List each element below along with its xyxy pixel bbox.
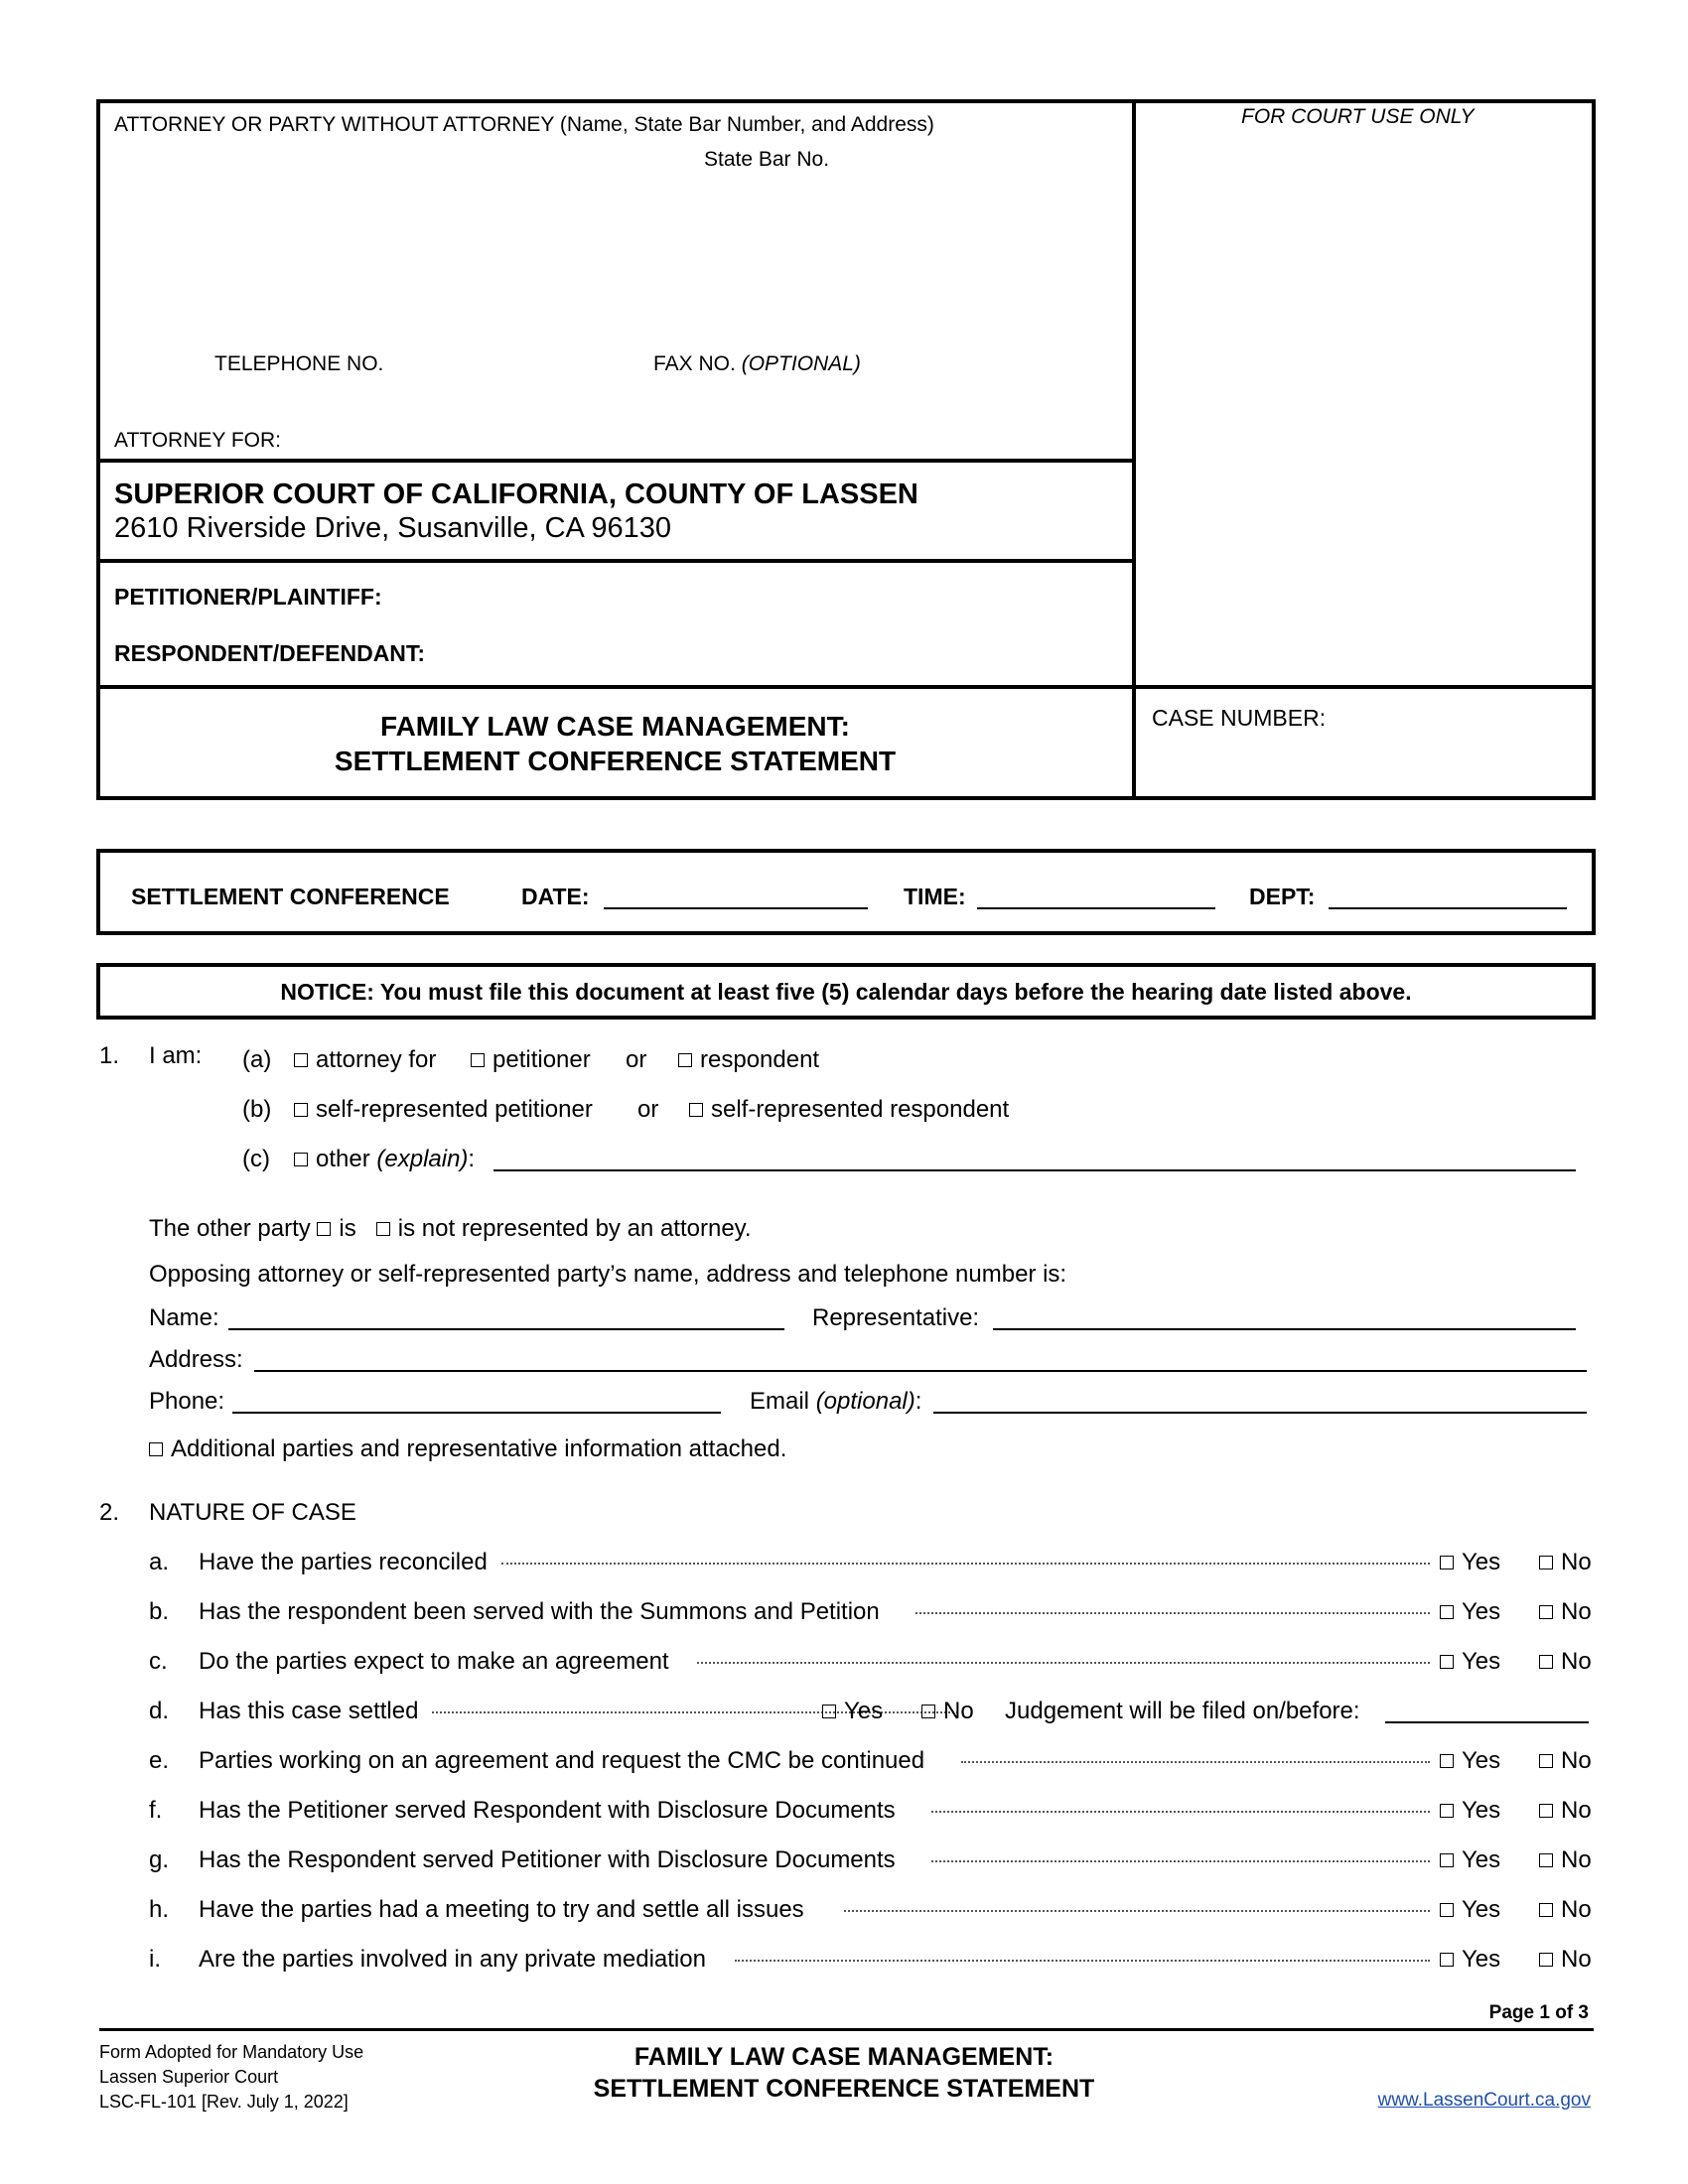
checkbox-other[interactable] <box>294 1153 308 1166</box>
yes-label: Yes <box>1462 1946 1501 1973</box>
yes-option[interactable] <box>1440 1747 1500 1775</box>
conference-time-label: TIME: <box>904 884 966 909</box>
question-text: Are the parties involved in any private mediation <box>199 1946 706 1973</box>
other-explain-field[interactable] <box>493 1169 1576 1171</box>
state-bar-label: State Bar No. <box>704 148 830 171</box>
option-b-self-petitioner[interactable] <box>294 1098 593 1122</box>
no-option[interactable] <box>1539 1648 1592 1676</box>
fax-optional-text: (OPTIONAL) <box>741 352 861 375</box>
additional-parties-label: Additional parties and representative information attached. <box>171 1435 787 1462</box>
checkbox-no[interactable] <box>1539 1903 1553 1917</box>
yes-label: Yes <box>1462 1797 1501 1824</box>
checkbox-yes[interactable] <box>1440 1804 1454 1818</box>
question-letter: g. <box>149 1846 170 1873</box>
checkbox-other-party-is[interactable] <box>317 1222 331 1236</box>
yes-option[interactable] <box>1440 1648 1500 1676</box>
question-row <box>149 1946 1592 1976</box>
form-title-line2: SETTLEMENT CONFERENCE STATEMENT <box>334 746 897 776</box>
fax-label <box>653 353 861 374</box>
no-label: No <box>1561 1549 1592 1575</box>
question-letter: c. <box>149 1648 168 1675</box>
yes-label: Yes <box>1462 1549 1501 1575</box>
no-label: No <box>1561 1747 1592 1774</box>
caption-box <box>96 99 1596 800</box>
no-label: No <box>1561 1946 1592 1973</box>
option-b-or: or <box>637 1096 659 1123</box>
checkbox-other-party-is-not[interactable] <box>376 1222 390 1236</box>
no-label: No <box>1561 1648 1592 1675</box>
other-party-is-label: is <box>339 1215 356 1242</box>
checkbox-yes[interactable] <box>1440 1655 1454 1669</box>
name-field[interactable] <box>228 1328 784 1330</box>
checkbox-yes[interactable] <box>1440 1853 1454 1867</box>
yes-label: Yes <box>1462 1648 1501 1675</box>
additional-parties[interactable] <box>149 1437 786 1461</box>
court-name: SUPERIOR COURT OF CALIFORNIA, COUNTY OF LASSEN <box>114 478 918 510</box>
question-letter: f. <box>149 1797 163 1824</box>
question-text: Has the Respondent served Petitioner with Disclosure Documents <box>199 1846 896 1873</box>
question-text: Has this case settled <box>199 1698 419 1724</box>
option-a-petitioner-label: petitioner <box>492 1046 591 1073</box>
option-b-self-respondent[interactable] <box>689 1098 1009 1122</box>
question-leader <box>844 1910 1430 1912</box>
option-b-self-respondent-label: self-represented respondent <box>711 1096 1010 1123</box>
question-row <box>149 1698 1589 1727</box>
no-option[interactable] <box>1539 1896 1592 1924</box>
address-label: Address: <box>149 1346 243 1373</box>
address-field[interactable] <box>254 1370 1587 1372</box>
option-c-explain-label: (explain) <box>376 1146 469 1172</box>
checkbox-self-respondent[interactable] <box>689 1103 703 1117</box>
yes-option[interactable] <box>1440 1598 1500 1626</box>
checkbox-no[interactable] <box>1539 1754 1553 1768</box>
question-leader <box>697 1662 1430 1664</box>
email-colon: : <box>914 1388 922 1415</box>
option-a-respondent-label: respondent <box>700 1046 820 1073</box>
judgement-date-field[interactable] <box>1385 1721 1589 1723</box>
option-a-attorney-for[interactable] <box>294 1048 436 1072</box>
checkbox-yes[interactable] <box>1440 1754 1454 1768</box>
question-letter: b. <box>149 1598 170 1625</box>
footer-form-id: LSC-FL-101 [Rev. July 1, 2022] <box>99 2092 349 2112</box>
yes-option[interactable] <box>1440 1797 1500 1825</box>
option-b-letter: (b) <box>242 1096 272 1123</box>
footer-court: Lassen Superior Court <box>99 2067 279 2087</box>
footer-rule <box>99 2028 1594 2031</box>
no-option[interactable] <box>1539 1846 1592 1874</box>
question-leader <box>931 1860 1430 1862</box>
conference-time-field[interactable] <box>977 907 1215 909</box>
footer-title-line1: FAMILY LAW CASE MANAGEMENT: <box>633 2043 1055 2071</box>
checkbox-respondent[interactable] <box>678 1053 692 1067</box>
form-title-line1: FAMILY LAW CASE MANAGEMENT: <box>380 711 850 742</box>
conference-dept-label: DEPT: <box>1249 884 1316 909</box>
caption-divider-vertical <box>1132 99 1136 800</box>
telephone-label: TELEPHONE NO. <box>214 352 384 375</box>
email-field[interactable] <box>933 1412 1587 1414</box>
representative-label: Representative: <box>812 1304 980 1331</box>
other-party-is-not-label: is not represented by an attorney. <box>397 1215 752 1242</box>
no-label: No <box>1561 1598 1592 1625</box>
question-leader <box>961 1761 1430 1763</box>
question-letter: a. <box>149 1549 170 1575</box>
question-text: Has the respondent been served with the Summons and Petition <box>199 1598 880 1625</box>
court-address: 2610 Riverside Drive, Susanville, CA 96130 <box>114 512 671 544</box>
notice-text: NOTICE: You must file this document at least five (5) calendar days before the hearing date listed above. <box>280 979 1412 1005</box>
checkbox-no[interactable] <box>1539 1655 1553 1669</box>
no-label: No <box>1561 1797 1592 1824</box>
no-option[interactable] <box>1539 1598 1592 1626</box>
attorney-label: ATTORNEY OR PARTY WITHOUT ATTORNEY (Name, State Bar Number, and Address) <box>114 113 934 136</box>
question-row <box>149 1896 1592 1926</box>
question-text: Do the parties expect to make an agreement <box>199 1648 669 1675</box>
option-b-self-petitioner-label: self-represented petitioner <box>316 1096 593 1123</box>
judgement-label: Judgement will be filed on/before: <box>1005 1698 1360 1724</box>
question-letter: e. <box>149 1747 170 1774</box>
checkbox-no[interactable] <box>921 1705 935 1718</box>
conference-date-field[interactable] <box>604 907 868 909</box>
checkbox-petitioner[interactable] <box>471 1053 485 1067</box>
question-text: Parties working on an agreement and request the CMC be continued <box>199 1747 925 1774</box>
option-a-attorney-for-label: attorney for <box>316 1046 437 1073</box>
yes-label: Yes <box>1462 1896 1501 1923</box>
question-leader <box>735 1960 1430 1962</box>
conference-label: SETTLEMENT CONFERENCE <box>131 884 450 909</box>
checkbox-no[interactable] <box>1539 1605 1553 1619</box>
other-party-label: The other party <box>149 1215 311 1242</box>
question-letter: d. <box>149 1698 170 1724</box>
footer-website <box>1378 2091 1591 2110</box>
name-label: Name: <box>149 1304 219 1331</box>
respondent-label: RESPONDENT/DEFENDANT: <box>114 640 426 666</box>
question-row <box>149 1648 1592 1678</box>
question-leader <box>915 1612 1430 1614</box>
yes-label: Yes <box>1462 1598 1501 1625</box>
checkbox-self-petitioner[interactable] <box>294 1103 308 1117</box>
i-am-label: I am: <box>149 1042 203 1069</box>
option-c-letter: (c) <box>242 1146 270 1172</box>
option-c-colon: : <box>468 1146 476 1172</box>
no-option[interactable] <box>1539 1946 1592 1974</box>
yes-option[interactable] <box>1440 1846 1500 1874</box>
checkbox-yes[interactable] <box>1440 1556 1454 1570</box>
checkbox-yes[interactable] <box>1440 1605 1454 1619</box>
checkbox-attorney-for[interactable] <box>294 1053 308 1067</box>
checkbox-no[interactable] <box>1539 1953 1553 1967</box>
question-row <box>149 1797 1592 1827</box>
opposing-info-label: Opposing attorney or self-represented party’s name, address and telephone number is: <box>149 1261 1067 1288</box>
yes-option[interactable] <box>822 1698 883 1725</box>
checkbox-no[interactable] <box>1539 1804 1553 1818</box>
checkbox-yes[interactable] <box>1440 1953 1454 1967</box>
checkbox-no[interactable] <box>1539 1853 1553 1867</box>
option-a-respondent[interactable] <box>678 1048 819 1072</box>
caption-divider-title <box>96 685 1596 689</box>
option-c-other[interactable] <box>294 1148 475 1171</box>
question-letter: i. <box>149 1946 161 1973</box>
no-option[interactable] <box>1539 1549 1592 1576</box>
page-number: Page 1 of 3 <box>1488 2002 1589 2023</box>
question-leader <box>931 1811 1430 1813</box>
checkbox-yes[interactable] <box>1440 1903 1454 1917</box>
email-label-text: Email <box>750 1388 810 1415</box>
court-use-label: FOR COURT USE ONLY <box>1241 105 1475 128</box>
no-option[interactable] <box>921 1698 974 1725</box>
question-row <box>149 1549 1592 1578</box>
conference-date-label: DATE: <box>521 884 590 909</box>
question-text: Have the parties reconciled <box>199 1549 488 1575</box>
phone-label: Phone: <box>149 1388 225 1415</box>
case-number-label: CASE NUMBER: <box>1152 705 1327 731</box>
conference-dept-field[interactable] <box>1329 907 1567 909</box>
yes-option[interactable] <box>1440 1896 1500 1924</box>
question-letter: h. <box>149 1896 170 1923</box>
option-a-petitioner[interactable] <box>471 1048 591 1072</box>
caption-divider-court <box>96 459 1134 463</box>
website-link[interactable]: www.LassenCourt.ca.gov <box>1377 2090 1591 2111</box>
option-c-other-label: other <box>316 1146 370 1172</box>
section1-number: 1. <box>99 1042 120 1069</box>
footer-title-line2: SETTLEMENT CONFERENCE STATEMENT <box>593 2075 1095 2103</box>
yes-option[interactable] <box>1440 1549 1500 1576</box>
representative-field[interactable] <box>993 1328 1576 1330</box>
yes-option[interactable] <box>1440 1946 1500 1974</box>
caption-divider-parties <box>96 559 1134 563</box>
other-party-row <box>149 1217 752 1241</box>
option-a-letter: (a) <box>242 1046 272 1073</box>
section2-number: 2. <box>99 1499 120 1526</box>
question-row <box>149 1747 1592 1777</box>
checkbox-yes[interactable] <box>822 1705 836 1718</box>
no-label: No <box>1561 1896 1592 1923</box>
question-row <box>149 1846 1592 1876</box>
fax-label-text: FAX NO. <box>653 352 736 375</box>
yes-label: Yes <box>1462 1846 1501 1873</box>
checkbox-additional-parties[interactable] <box>149 1442 163 1456</box>
yes-label: Yes <box>1462 1747 1501 1774</box>
section2-heading: NATURE OF CASE <box>149 1499 356 1526</box>
checkbox-no[interactable] <box>1539 1556 1553 1570</box>
question-row <box>149 1598 1592 1628</box>
petitioner-label: PETITIONER/PLAINTIFF: <box>114 584 382 610</box>
attorney-for-label: ATTORNEY FOR: <box>114 429 282 452</box>
question-leader <box>501 1563 1430 1565</box>
email-optional-text: (optional) <box>815 1388 915 1415</box>
question-text: Has the Petitioner served Respondent with Disclosure Documents <box>199 1797 896 1824</box>
no-option[interactable] <box>1539 1747 1592 1775</box>
question-text: Have the parties had a meeting to try and settle all issues <box>199 1896 804 1923</box>
footer-adopted: Form Adopted for Mandatory Use <box>99 2042 364 2062</box>
no-label: No <box>1561 1846 1592 1873</box>
no-option[interactable] <box>1539 1797 1592 1825</box>
phone-field[interactable] <box>232 1412 721 1414</box>
yes-label: Yes <box>844 1698 884 1724</box>
no-label: No <box>943 1698 974 1724</box>
option-a-or: or <box>626 1046 647 1073</box>
email-label <box>750 1390 921 1414</box>
